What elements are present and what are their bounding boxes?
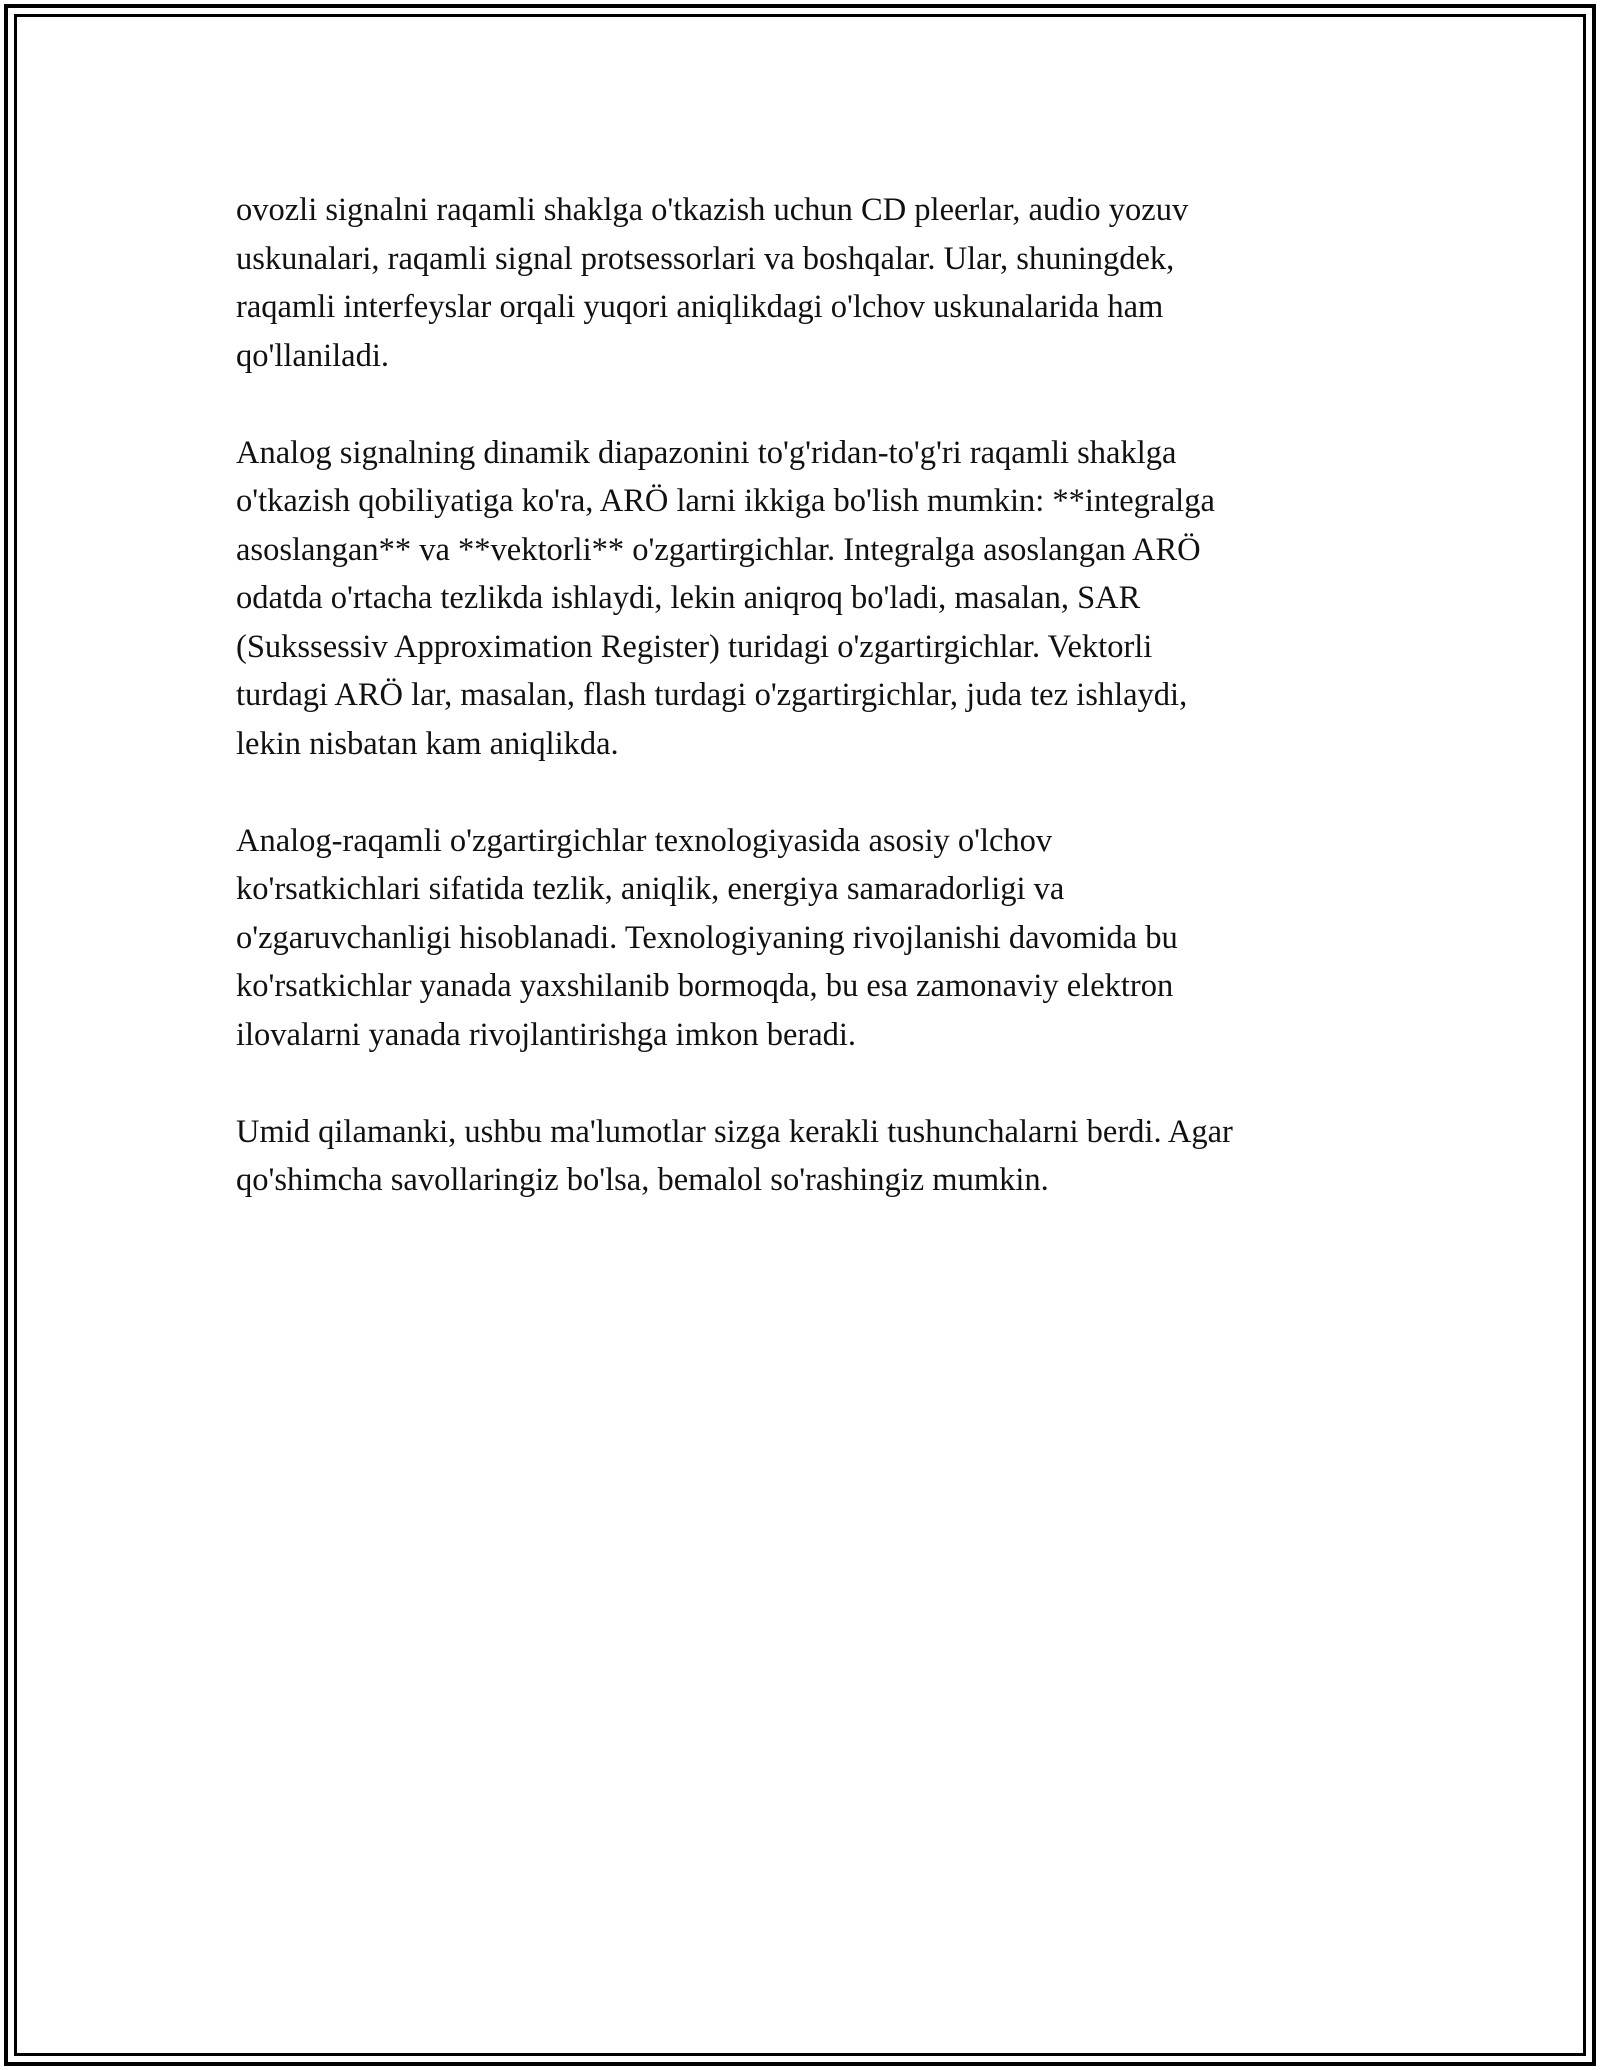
paragraph-adc-types: Analog signalning dinamik diapazonini to'g'ridan-to'g'ri raqamli shaklga o'tkazish qobiliyatiga ko'ra, ARÖ larni ikkiga bo'lish mumkin: **integralga asoslangan** va **vektorli** o'zgartirgichlar. Integralga asoslangan ARÖ odatda o'rtacha tezlikda ishlaydi, lekin aniqroq bo'ladi, masalan, SAR (Sukssessiv Approximation Register) turidagi o'zgartirgichlar. Vektorli turdagi ARÖ lar, masalan, flash turdagi o'zgartirgichlar, juda tez ishlaydi, lekin nisbatan kam aniqlikda. (236, 434, 1215, 762)
paragraph-closing: Umid qilamanki, ushbu ma'lumotlar sizga kerakli tushunchalarni berdi. Agar qo'shimcha savollaringiz bo'lsa, bemalol so'rashingiz mumkin. (236, 1113, 1233, 1198)
document-body (236, 186, 1396, 1253)
paragraph-adc-applications: ovozli signalni raqamli shaklga o'tkazish uchun CD pleerlar, audio yozuv uskunalari, raqamli signal protsessorlari va boshqalar. Ular, shuningdek, raqamli interfeyslar orqali yuqori aniqlikdagi o'lchov uskunalarida ham qo'llaniladi. (236, 192, 1189, 374)
paragraph-adc-metrics: Analog-raqamli o'zgartirgichlar texnologiyasida asosiy o'lchov ko'rsatkichlari sifatida tezlik, aniqlik, energiya samaradorligi va o'zgaruvchanligi hisoblanadi. Texnologiyaning rivojlanishi davomida bu ko'rsatkichlar yanada yaxshilanib bormoqda, bu esa zamonaviy elektron ilovalarni yanada rivojlantirishga imkon beradi. (236, 822, 1178, 1053)
